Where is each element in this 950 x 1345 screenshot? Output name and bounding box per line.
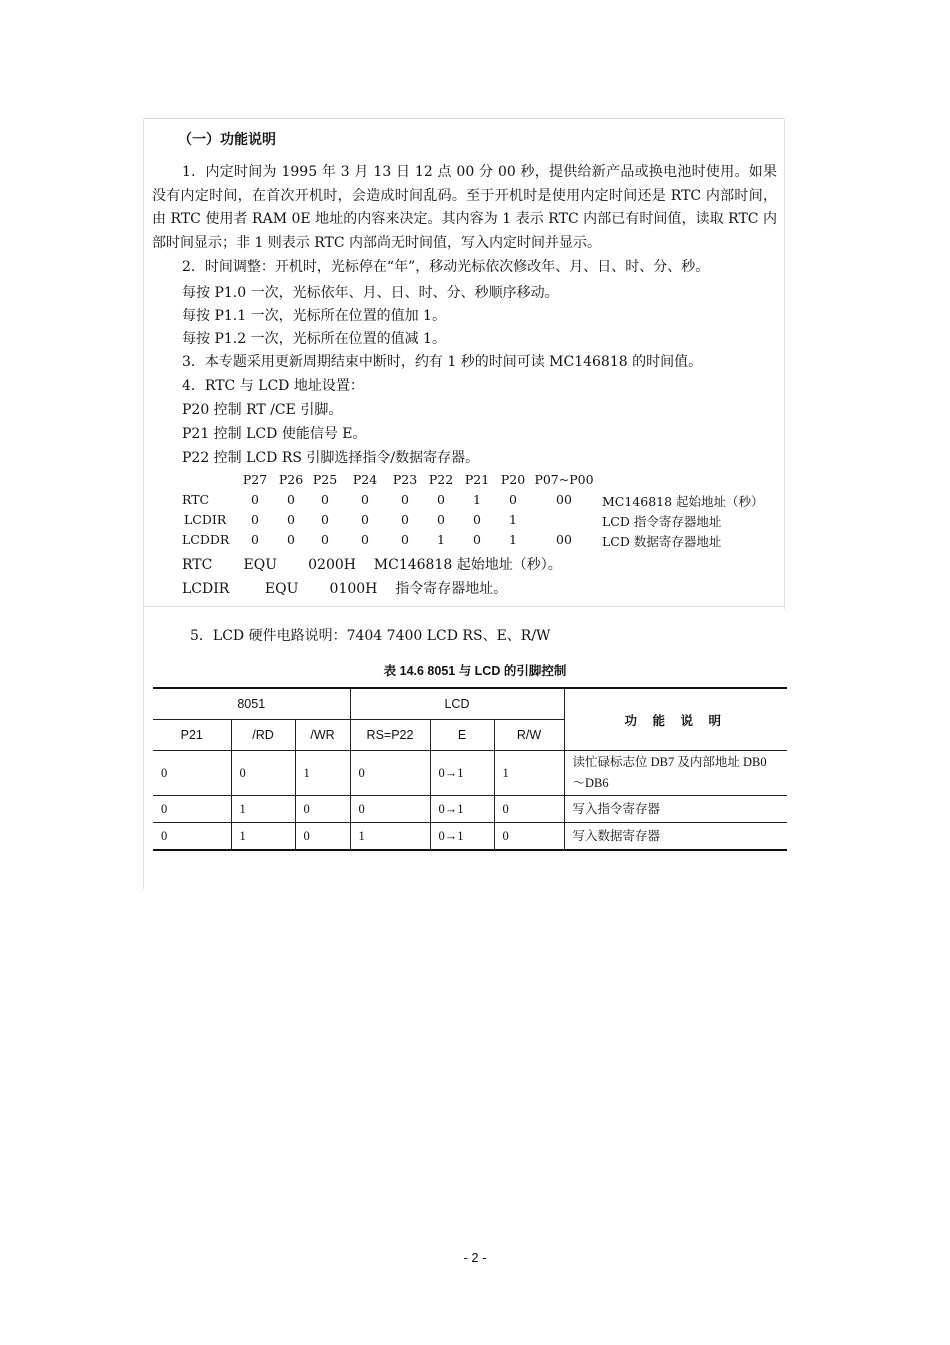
table-cell: 1	[494, 751, 564, 796]
row-desc: MC146818 起始地址（秒）	[602, 494, 764, 509]
table-cell: 0	[494, 823, 564, 851]
bit-cell: 0	[401, 492, 409, 507]
paragraph-2: 2．时间调整：开机时，光标停在“年”，移动光标依次修改年、月、日、时、分、秒。	[182, 259, 710, 275]
row-name: LCDIR	[184, 512, 227, 527]
row-desc: LCD 数据寄存器地址	[602, 534, 722, 549]
col-p23: P23	[392, 472, 418, 487]
header-wr: /WR	[295, 720, 350, 751]
bit-cell: 0	[251, 532, 259, 547]
function-header: 功 能 说 明	[564, 688, 787, 751]
table-cell: 0	[231, 751, 295, 796]
table-row	[153, 751, 787, 796]
header-rs: RS=P22	[350, 720, 430, 751]
section-heading: （一）功能说明	[178, 132, 276, 148]
bit-cell: 0	[473, 532, 481, 547]
col-p27: P27	[242, 472, 268, 487]
bit-cell: 1	[509, 512, 517, 527]
bit-cell: 0	[321, 532, 329, 547]
header-e: E	[430, 720, 494, 751]
bit-cell: 0	[437, 512, 445, 527]
col-p25: P25	[312, 472, 338, 487]
col-p24: P24	[352, 472, 378, 487]
col-p20: P20	[500, 472, 526, 487]
group-8051-header: 8051	[153, 688, 350, 720]
bit-cell: 0	[287, 532, 295, 547]
paragraph-4: 4．RTC 与 LCD 地址设置：	[182, 378, 364, 394]
table-cell: 0	[295, 823, 350, 851]
bit-cell: 0	[437, 492, 445, 507]
table-cell: 0	[153, 796, 231, 823]
table-cell: 0	[350, 751, 430, 796]
bit-cell: 0	[401, 512, 409, 527]
bit-cell: 0	[361, 512, 369, 527]
bit-cell: 0	[321, 492, 329, 507]
table-cell: 1	[295, 751, 350, 796]
bit-cell: 0	[473, 512, 481, 527]
equ-rtc-line: RTC EQU 0200H MC146818 起始地址（秒）。	[182, 557, 562, 573]
table-cell: 0	[295, 796, 350, 823]
function-cell: 写入数据寄存器	[564, 823, 787, 851]
table-cell: 0→1	[430, 796, 494, 823]
bit-cell: 0	[509, 492, 517, 507]
header-rw: R/W	[494, 720, 564, 751]
bit-cell: 0	[321, 512, 329, 527]
table-cell: 1	[231, 823, 295, 851]
low-byte: 00	[556, 492, 572, 507]
pin-control-table	[153, 687, 787, 851]
bit-cell: 0	[361, 532, 369, 547]
row-desc: LCD 指令寄存器地址	[602, 514, 722, 529]
bit-cell: 0	[287, 492, 295, 507]
table-cell: 0	[350, 796, 430, 823]
bit-cell: 1	[473, 492, 481, 507]
frame-divider	[144, 606, 784, 607]
line-p20: P20 控制 RT /CE 引脚。	[182, 402, 343, 418]
table-cell: 0	[494, 796, 564, 823]
function-cell: 写入指令寄存器	[564, 796, 787, 823]
low-byte: 00	[556, 532, 572, 547]
paragraph-3: 3．本专题采用更新周期结束中断时，约有 1 秒的时间可读 MC146818 的时间值。	[182, 354, 703, 370]
page-number: - 2 -	[463, 1250, 487, 1265]
line-p11: 每按 P1.1 一次，光标所在位置的值加 1。	[182, 308, 446, 324]
bit-cell: 0	[251, 512, 259, 527]
table-cell: 1	[350, 823, 430, 851]
col-p26: P26	[278, 472, 304, 487]
paragraph-1: 1．内定时间为 1995 年 3 月 13 日 12 点 00 分 00 秒，提供给新产品或换电池时使用。如果没有内定时间，在首次开机时，会造成时间乱码。至于开机时是使用内定时间还是 RTC 内部时间，由 RTC 使用者 RAM 0E 地址的内容来决定。其内容为 1 表示 RTC 内部已有时间值，读取 RTC 内部时间显示；非 1 则表示 RTC 内部尚无时间值，写入内定时间并显示。	[152, 164, 777, 251]
line-p10: 每按 P1.0 一次，光标依年、月、日、时、分、秒顺序移动。	[182, 285, 559, 301]
bit-cell: 0	[401, 532, 409, 547]
equ-lcdir-line: LCDIR EQU 0100H 指令寄存器地址。	[182, 581, 508, 597]
pin-table-caption: 表 14.6 8051 与 LCD 的引脚控制	[383, 664, 567, 678]
table-cell: 0	[153, 751, 231, 796]
line-p22: P22 控制 LCD RS 引脚选择指令/数据寄存器。	[182, 450, 480, 466]
header-p21: P21	[153, 720, 231, 751]
bit-cell: 1	[437, 532, 445, 547]
bit-cell: 1	[509, 532, 517, 547]
col-p07-p00: P07~P00	[534, 472, 594, 487]
table-row	[153, 796, 787, 823]
bit-cell: 0	[251, 492, 259, 507]
col-p22: P22	[428, 472, 454, 487]
bit-cell: 0	[287, 512, 295, 527]
row-name: LCDDR	[182, 532, 230, 547]
header-rd: /RD	[231, 720, 295, 751]
bit-cell: 0	[361, 492, 369, 507]
line-p12: 每按 P1.2 一次，光标所在位置的值减 1。	[182, 331, 446, 347]
table-cell: 0	[153, 823, 231, 851]
table-cell: 0→1	[430, 823, 494, 851]
line-p21: P21 控制 LCD 使能信号 E。	[182, 426, 367, 442]
group-lcd-header: LCD	[350, 688, 564, 720]
table-cell: 0→1	[430, 751, 494, 796]
table-cell: 1	[231, 796, 295, 823]
table-row	[153, 823, 787, 851]
row-name: RTC	[182, 492, 210, 507]
paragraph-5: 5．LCD 硬件电路说明：7404 7400 LCD RS、E、R/W	[190, 628, 551, 644]
function-cell: 读忙碌标志位 DB7 及内部地址 DB0～DB6	[564, 751, 787, 796]
frame-left-edge	[143, 119, 144, 889]
col-p21: P21	[464, 472, 490, 487]
